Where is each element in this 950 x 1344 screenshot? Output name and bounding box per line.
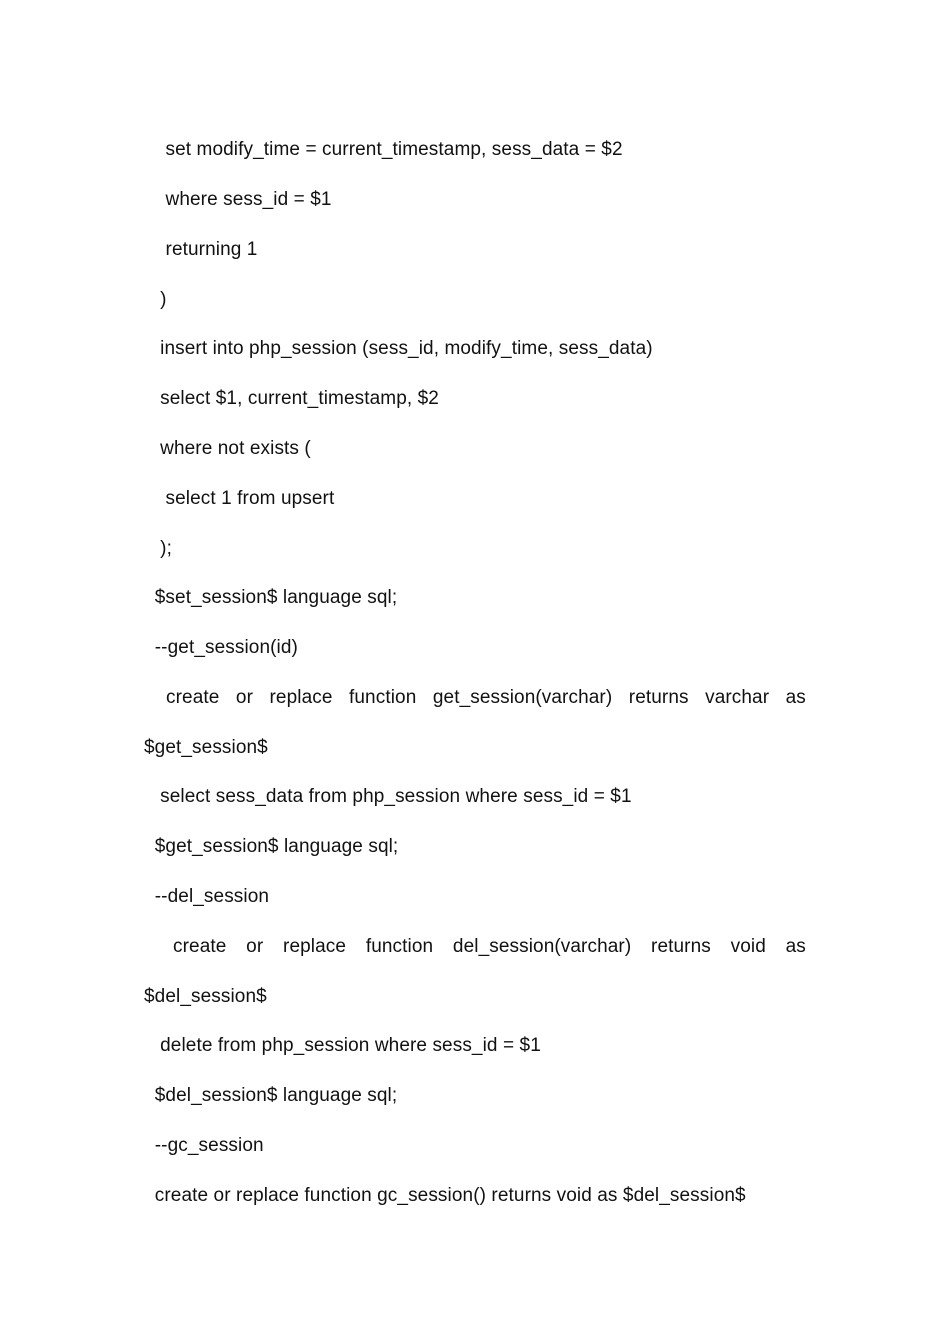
code-line: --del_session: [144, 886, 270, 907]
justified-code-line-get: [166, 684, 806, 712]
code-word: create: [173, 936, 227, 957]
code-line: $get_session$ language sql;: [144, 836, 399, 857]
code-line: --get_session(id): [144, 637, 298, 658]
code-line: where not exists (: [144, 438, 311, 459]
code-line: $del_session$: [144, 986, 267, 1007]
code-line: );: [144, 538, 172, 559]
code-word: replace: [283, 936, 347, 957]
justified-code-line-del: [173, 933, 806, 961]
code-line: set modify_time = current_timestamp, sess_data = $2: [144, 139, 623, 160]
code-word: function: [365, 936, 434, 957]
code-line: --gc_session: [144, 1135, 264, 1156]
code-word: as: [785, 936, 806, 957]
code-word: as: [785, 687, 806, 708]
code-word: returns: [651, 936, 711, 957]
code-line: where sess_id = $1: [144, 189, 332, 210]
code-line: insert into php_session (sess_id, modify_time, sess_data): [144, 338, 653, 359]
code-line: select sess_data from php_session where sess_id = $1: [144, 786, 632, 807]
code-word: returns: [628, 687, 689, 708]
code-word: create: [166, 687, 220, 708]
code-line: ): [144, 289, 167, 310]
code-word: void: [730, 936, 766, 957]
code-word: or: [246, 936, 264, 957]
code-line: returning 1: [144, 239, 258, 260]
code-line: $get_session$: [144, 737, 268, 758]
code-line: select $1, current_timestamp, $2: [144, 388, 439, 409]
code-line: create or replace function gc_session() returns void as $del_session$: [144, 1185, 746, 1206]
code-word: replace: [269, 687, 333, 708]
code-word: del_session(varchar): [452, 936, 632, 957]
code-word: function: [349, 687, 417, 708]
code-line: $del_session$ language sql;: [144, 1085, 398, 1106]
code-word: or: [235, 687, 254, 708]
code-word: varchar: [705, 687, 770, 708]
code-word: get_session(varchar): [432, 687, 613, 708]
code-line: select 1 from upsert: [144, 488, 335, 509]
code-line: $set_session$ language sql;: [144, 587, 398, 608]
code-line: delete from php_session where sess_id = $1: [144, 1035, 541, 1056]
